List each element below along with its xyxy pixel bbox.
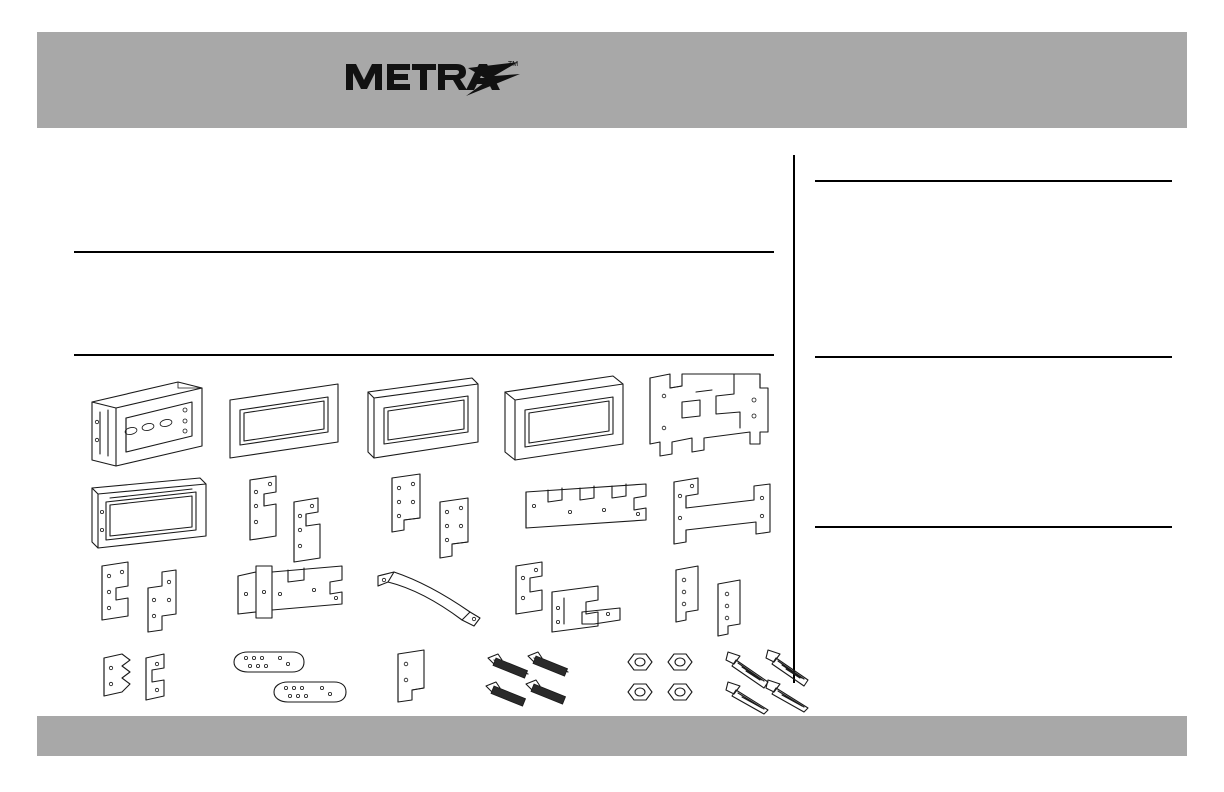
part-double-din-trim-frame — [88, 476, 212, 558]
part-bracket-pair-flanged — [512, 558, 636, 654]
part-side-bracket-pair-stepped — [96, 560, 206, 652]
part-trim-panel-din-large — [499, 374, 629, 470]
part-pocket-bracket-assembly — [642, 372, 772, 476]
part-trim-panel-din-small — [226, 380, 346, 470]
rule-left-lower — [74, 354, 774, 356]
part-self-tapping-screws — [724, 648, 828, 714]
rule-left-upper — [74, 251, 774, 253]
rule-right-middle — [815, 356, 1172, 358]
part-angle-bracket-wide — [668, 474, 778, 558]
column-divider — [793, 155, 795, 683]
footer-band — [37, 716, 1187, 756]
part-bracket-pair-small-tab — [670, 562, 766, 642]
kit-contents-illustrations — [74, 368, 774, 713]
header-band — [37, 32, 1187, 128]
part-l-bracket-single — [390, 648, 460, 714]
part-curved-strap-bracket — [374, 568, 486, 634]
part-machine-screws — [484, 652, 588, 714]
rule-right-upper — [815, 180, 1172, 182]
part-side-bracket-pair-tall — [242, 472, 346, 566]
part-bracket-pair-notched — [98, 648, 206, 714]
part-trim-panel-din-medium — [362, 376, 484, 470]
part-mounting-rail-slotted — [234, 564, 350, 634]
part-hex-nuts — [616, 650, 708, 712]
part-adapter-plate-pair-perforated — [230, 650, 354, 716]
rule-right-lower — [815, 526, 1172, 528]
part-support-rail-long — [522, 482, 652, 542]
metra-logo — [342, 50, 522, 106]
trademark-mark: TM — [508, 61, 519, 68]
part-side-bracket-pair-short — [386, 472, 482, 566]
part-radio-housing-metal-sleeve — [82, 374, 212, 474]
